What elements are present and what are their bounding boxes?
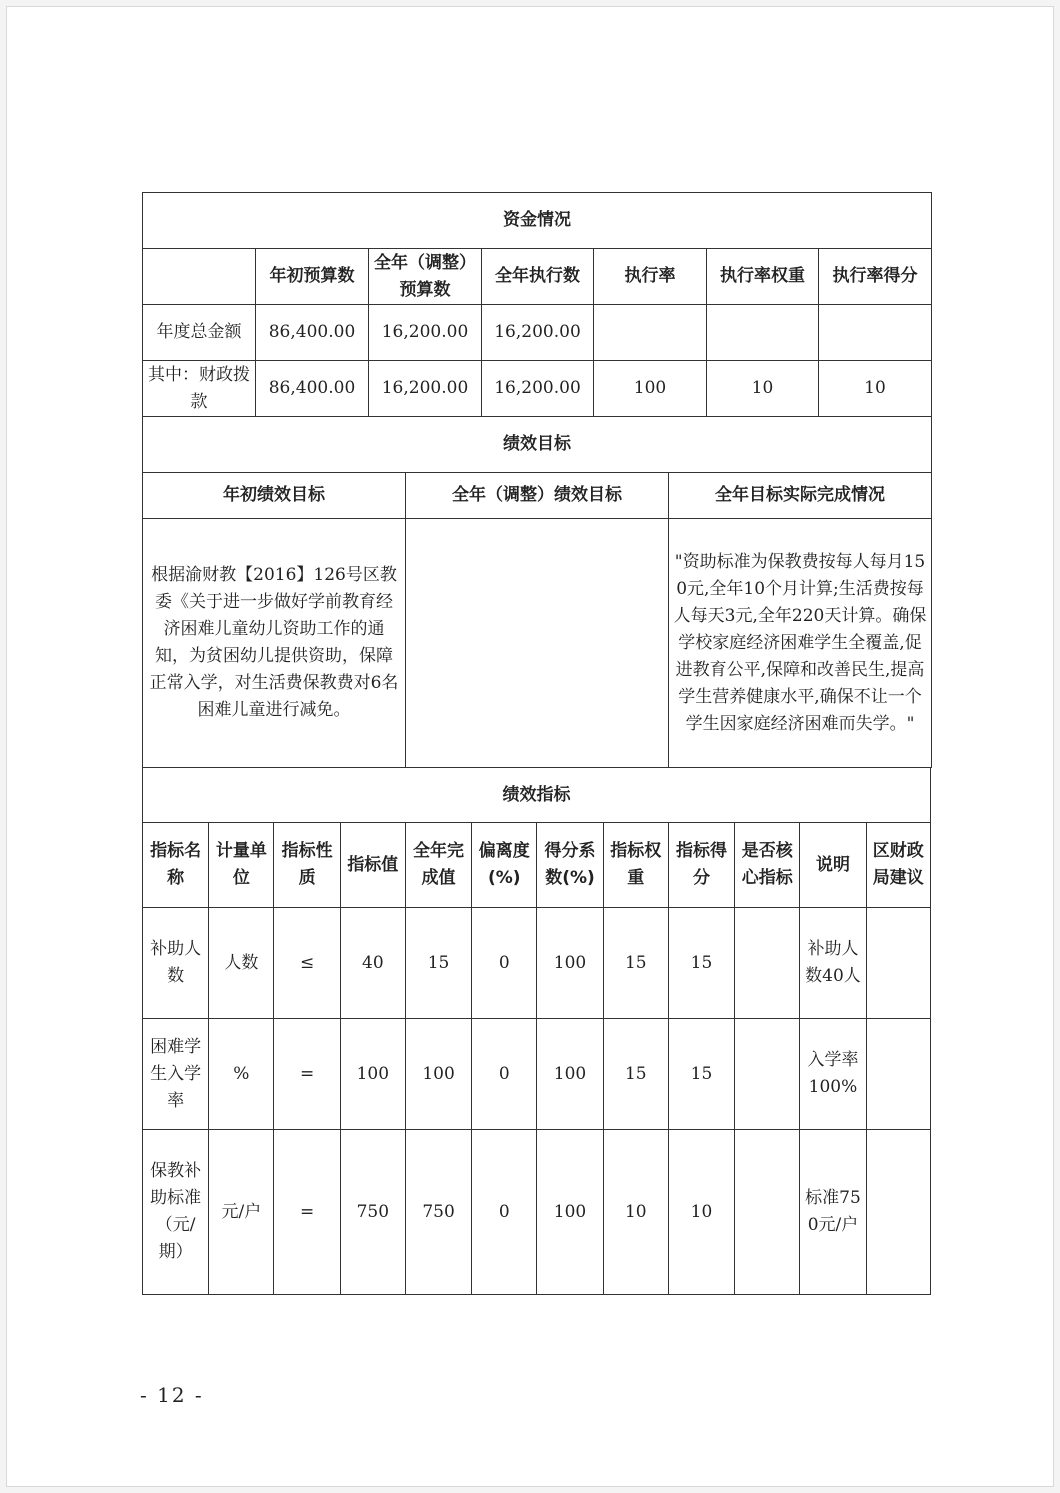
- indicator-header: 指标值: [340, 823, 405, 908]
- indicator-row: [143, 1130, 931, 1295]
- indicator-cell: 40: [340, 908, 405, 1019]
- indicator-cell: =: [274, 1130, 340, 1295]
- indicator-header: 指标名称: [143, 823, 209, 908]
- fund-cell: [819, 305, 932, 361]
- fund-section-title: 资金情况: [143, 193, 932, 249]
- indicator-cell: 入学率100%: [800, 1019, 866, 1130]
- adjusted-goal-text: [406, 519, 669, 768]
- indicator-header: 全年完成值: [405, 823, 471, 908]
- indicator-cell: 100: [537, 1019, 603, 1130]
- initial-goal-text: 根据渝财教【2016】126号区教委《关于进一步做好学前教育经济困难儿童幼儿资助工作的通知，为贫困幼儿提供资助，保障正常入学，对生活费保教费对6名困难儿童进行减免。: [143, 519, 406, 768]
- indicator-row: [143, 908, 931, 1019]
- fund-header: 全年执行数: [482, 249, 594, 305]
- indicator-cell: [735, 1019, 800, 1130]
- fund-header: 执行率权重: [707, 249, 819, 305]
- indicator-cell: 困难学生入学率: [143, 1019, 209, 1130]
- indicator-cell: 0: [472, 1130, 537, 1295]
- indicator-row: [143, 1019, 931, 1130]
- fund-cell-label: 其中：财政拨款: [143, 361, 256, 417]
- indicator-cell: 15: [668, 908, 734, 1019]
- indicator-cell: 15: [668, 1019, 734, 1130]
- indicator-header: 偏离度(%): [472, 823, 537, 908]
- indicator-cell: 10: [603, 1130, 668, 1295]
- fund-cell: 100: [594, 361, 707, 417]
- indicators-section-title: 绩效指标: [143, 768, 931, 823]
- indicator-cell: =: [274, 1019, 340, 1130]
- fund-cell: 16,200.00: [482, 361, 594, 417]
- indicator-cell: 15: [603, 1019, 668, 1130]
- fund-cell: [594, 305, 707, 361]
- indicator-header: 指标得分: [668, 823, 734, 908]
- indicator-header: 区财政局建议: [866, 823, 930, 908]
- fund-cell: 10: [707, 361, 819, 417]
- indicator-header: 计量单位: [209, 823, 274, 908]
- page-number: - 12 -: [140, 1383, 204, 1407]
- goals-header: 全年（调整）绩效目标: [406, 473, 669, 519]
- indicator-cell: 100: [537, 1130, 603, 1295]
- indicator-cell: 100: [340, 1019, 405, 1130]
- goals-header: 年初绩效目标: [143, 473, 406, 519]
- indicator-header: 说明: [800, 823, 866, 908]
- fund-cell: 10: [819, 361, 932, 417]
- document-page: [6, 6, 1054, 1487]
- indicator-cell: 保教补助标准（元/期）: [143, 1130, 209, 1295]
- indicator-cell: 15: [603, 908, 668, 1019]
- indicator-cell: ≤: [274, 908, 340, 1019]
- indicator-header: 指标权重: [603, 823, 668, 908]
- indicator-header: 指标性质: [274, 823, 340, 908]
- fund-header: 执行率: [594, 249, 707, 305]
- fund-cell: 16,200.00: [369, 361, 482, 417]
- fund-cell: 86,400.00: [256, 361, 369, 417]
- indicator-cell: [866, 908, 930, 1019]
- indicator-cell: %: [209, 1019, 274, 1130]
- indicator-header: 是否核心指标: [735, 823, 800, 908]
- fund-header-blank: [143, 249, 256, 305]
- indicators-table: [142, 767, 931, 1295]
- fund-goals-table: [142, 192, 932, 473]
- fund-cell: [707, 305, 819, 361]
- fund-header: 执行率得分: [819, 249, 932, 305]
- indicator-cell: 750: [340, 1130, 405, 1295]
- actual-completion-text: "资助标准为保教费按每人每月150元,全年10个月计算;生活费按每人每天3元,全年220天计算。确保学校家庭经济困难学生全覆盖,促进教育公平,保障和改善民生,提高学生营养健康水平,确保不让一个学生因家庭经济困难而失学。": [669, 519, 932, 768]
- fund-cell-label: 年度总金额: [143, 305, 256, 361]
- indicator-cell: 100: [405, 1019, 471, 1130]
- goals-header: 全年目标实际完成情况: [669, 473, 932, 519]
- indicator-header: 得分系数(%): [537, 823, 603, 908]
- indicator-cell: 15: [405, 908, 471, 1019]
- indicator-cell: 补助人数: [143, 908, 209, 1019]
- fund-cell: 86,400.00: [256, 305, 369, 361]
- indicator-cell: [866, 1019, 930, 1130]
- goals-section-title: 绩效目标: [143, 417, 932, 473]
- fund-cell: 16,200.00: [482, 305, 594, 361]
- indicator-cell: 元/户: [209, 1130, 274, 1295]
- fund-header: 年初预算数: [256, 249, 369, 305]
- indicator-cell: 750: [405, 1130, 471, 1295]
- fund-row: [143, 305, 932, 361]
- fund-header: 全年（调整）预算数: [369, 249, 482, 305]
- indicator-cell: 10: [668, 1130, 734, 1295]
- indicator-cell: 补助人数40人: [800, 908, 866, 1019]
- indicator-cell: 人数: [209, 908, 274, 1019]
- indicator-cell: [735, 908, 800, 1019]
- indicator-cell: 0: [472, 1019, 537, 1130]
- fund-cell: 16,200.00: [369, 305, 482, 361]
- indicator-cell: 标准750元/户: [800, 1130, 866, 1295]
- fund-row: [143, 361, 932, 417]
- goals-table: [142, 472, 932, 768]
- indicator-cell: [735, 1130, 800, 1295]
- indicator-cell: [866, 1130, 930, 1295]
- indicator-cell: 100: [537, 908, 603, 1019]
- indicator-cell: 0: [472, 908, 537, 1019]
